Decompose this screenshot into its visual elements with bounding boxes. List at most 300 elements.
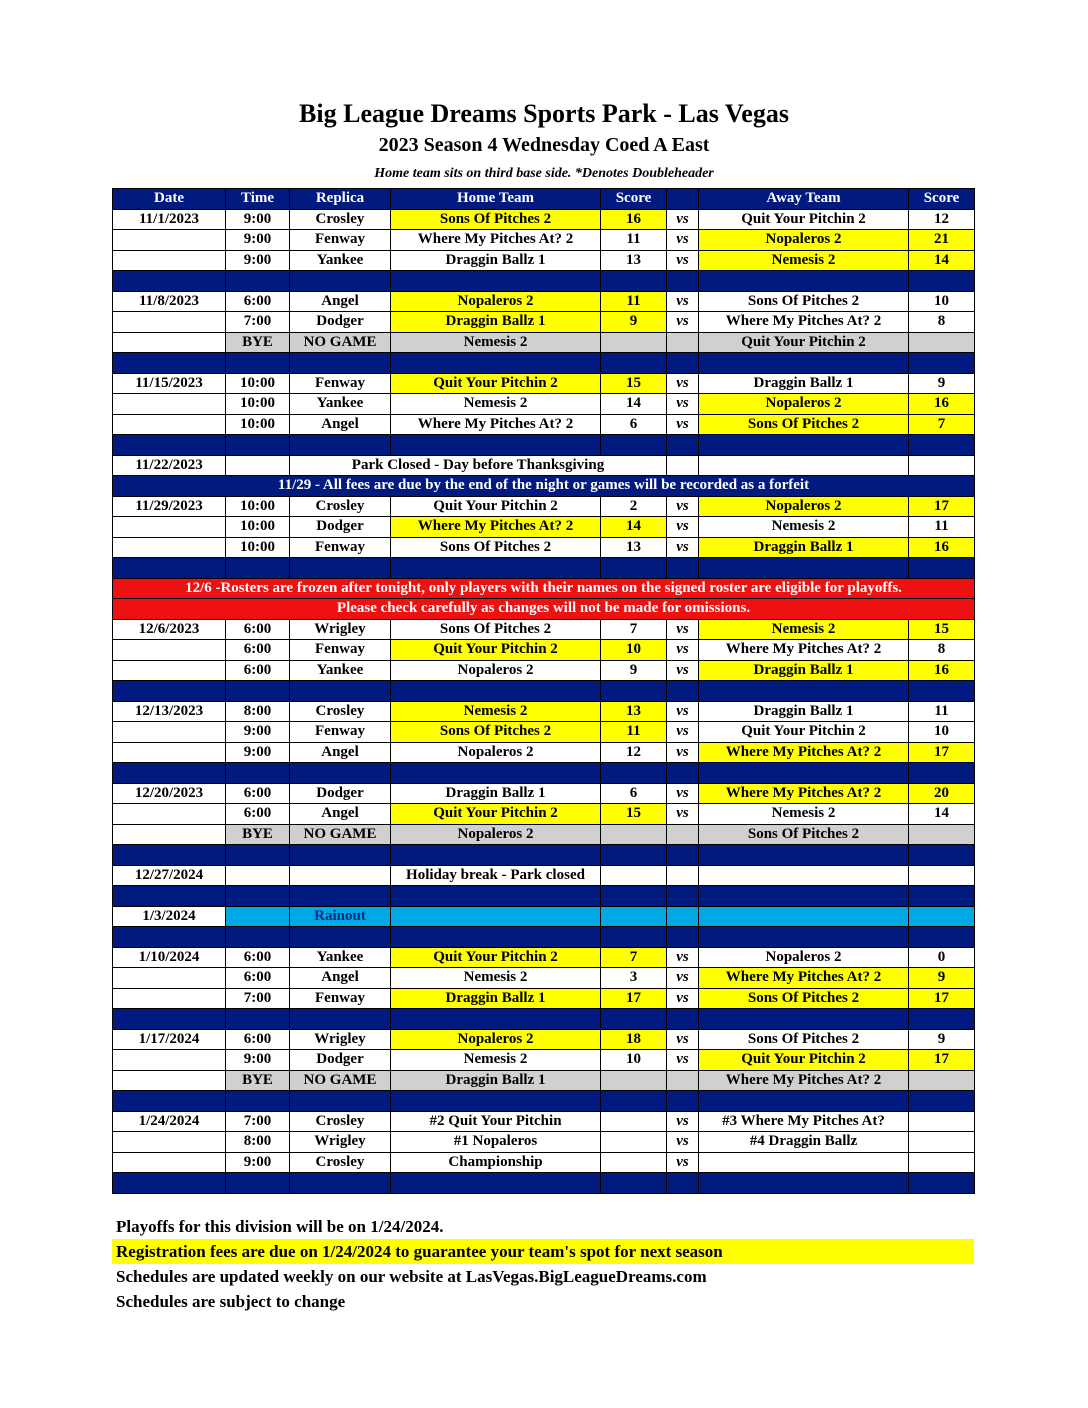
spacer-cell [290,558,391,579]
game-date [113,394,226,415]
game-time: BYE [226,1070,290,1091]
home-score: 17 [601,988,667,1009]
away-score: 8 [909,312,975,333]
spacer-cell [699,681,909,702]
away-team: Nemesis 2 [699,804,909,825]
game-row [113,414,975,435]
home-team: Draggin Ballz 1 [391,312,601,333]
vs-cell [667,455,699,476]
spacer-cell [601,763,667,784]
home-team: Nemesis 2 [391,968,601,989]
game-date [113,230,226,251]
game-time: 7:00 [226,312,290,333]
spacer-cell [909,271,975,292]
spacer-cell [601,886,667,907]
column-header: Time [226,189,290,210]
spacer-cell [290,353,391,374]
game-time: 6:00 [226,783,290,804]
game-date [113,414,226,435]
vs-label: vs [667,947,699,968]
spacer-cell [391,1091,601,1112]
spacer-row [113,845,975,866]
away-score: 9 [909,373,975,394]
home-team: Nopaleros 2 [391,742,601,763]
game-date [113,332,226,353]
spacer-cell [601,1173,667,1194]
game-row [113,537,975,558]
game-row [113,660,975,681]
game-date: 12/13/2023 [113,701,226,722]
home-score: 14 [601,394,667,415]
away-score: 16 [909,394,975,415]
spacer-row [113,1009,975,1030]
home-team: Where My Pitches At? 2 [391,414,601,435]
game-field: Fenway [290,373,391,394]
game-date [113,640,226,661]
game-row [113,619,975,640]
spacer-row [113,558,975,579]
game-field: Wrigley [290,1132,391,1153]
home-team: Nemesis 2 [391,1050,601,1071]
spacer-cell [699,1173,909,1194]
away-score: 9 [909,968,975,989]
roster-notice-text: 12/6 -Rosters are frozen after tonight, only players with their names on the signed roster are eligible for playoffs. [113,578,975,599]
game-field: Fenway [290,722,391,743]
column-header [667,189,699,210]
game-time [226,865,290,886]
spacer-cell [699,271,909,292]
game-time: 10:00 [226,414,290,435]
spacer-cell [113,845,226,866]
spacer-cell [699,1009,909,1030]
spacer-cell [226,1173,290,1194]
spacer-row [113,271,975,292]
home-team: Draggin Ballz 1 [391,783,601,804]
schedule-table [112,188,975,1194]
home-team: Where My Pitches At? 2 [391,230,601,251]
game-time: 10:00 [226,373,290,394]
away-team: Quit Your Pitchin 2 [699,1050,909,1071]
vs-label: vs [667,640,699,661]
game-time: 6:00 [226,291,290,312]
game-field: Yankee [290,250,391,271]
game-field: Yankee [290,660,391,681]
game-field: NO GAME [290,1070,391,1091]
away-team: Draggin Ballz 1 [699,373,909,394]
away-score: 20 [909,783,975,804]
away-team: Where My Pitches At? 2 [699,640,909,661]
away-score [909,332,975,353]
away-team: Sons Of Pitches 2 [699,291,909,312]
rainout-cell [667,906,699,927]
vs-label: vs [667,1152,699,1173]
home-score: 15 [601,804,667,825]
vs-label: vs [667,209,699,230]
game-time: 6:00 [226,660,290,681]
spacer-cell [601,927,667,948]
spacer-cell [601,1091,667,1112]
away-team: Where My Pitches At? 2 [699,1070,909,1091]
game-date [113,537,226,558]
spacer-cell [113,558,226,579]
vs-label: vs [667,250,699,271]
game-field: Crosley [290,209,391,230]
vs-label: vs [667,660,699,681]
vs-label: vs [667,414,699,435]
away-score: 0 [909,947,975,968]
away-score: 17 [909,1050,975,1071]
away-team: #3 Where My Pitches At? [699,1111,909,1132]
vs-cell [667,1070,699,1091]
game-field: NO GAME [290,824,391,845]
column-header: Date [113,189,226,210]
game-time [226,906,290,927]
vs-label: vs [667,1050,699,1071]
spacer-cell [113,927,226,948]
spacer-row [113,1091,975,1112]
home-score [601,332,667,353]
game-row [113,312,975,333]
spacer-cell [699,763,909,784]
footer-note: Playoffs for this division will be on 1/24/2024. [116,1217,444,1236]
game-row [113,496,975,517]
away-team: Draggin Ballz 1 [699,537,909,558]
spacer-cell [226,271,290,292]
away-team: Draggin Ballz 1 [699,701,909,722]
spacer-cell [667,271,699,292]
spacer-cell [391,681,601,702]
spacer-cell [226,681,290,702]
spacer-cell [909,1009,975,1030]
game-row [113,230,975,251]
game-time: 6:00 [226,619,290,640]
spacer-cell [699,1091,909,1112]
game-field: Fenway [290,640,391,661]
spacer-cell [391,763,601,784]
game-row [113,804,975,825]
game-row [113,1050,975,1071]
vs-label: vs [667,373,699,394]
game-row [113,209,975,230]
spacer-cell [909,886,975,907]
home-team: Draggin Ballz 1 [391,250,601,271]
game-row [113,988,975,1009]
column-header: Home Team [391,189,601,210]
game-field: Wrigley [290,619,391,640]
home-team: Draggin Ballz 1 [391,988,601,1009]
closed-text: Park Closed - Day before Thanksgiving [290,455,667,476]
home-score [601,1152,667,1173]
home-team: Draggin Ballz 1 [391,1070,601,1091]
game-row [113,640,975,661]
home-score: 11 [601,291,667,312]
game-field: Yankee [290,947,391,968]
spacer-cell [391,927,601,948]
game-row [113,968,975,989]
spacer-cell [699,353,909,374]
spacer-cell [909,353,975,374]
home-team: Sons Of Pitches 2 [391,619,601,640]
home-score: 7 [601,619,667,640]
away-score: 17 [909,742,975,763]
game-date [113,1152,226,1173]
spacer-cell [391,353,601,374]
away-score: 17 [909,988,975,1009]
game-time: 6:00 [226,640,290,661]
column-header: Away Team [699,189,909,210]
game-field: Dodger [290,517,391,538]
vs-label: vs [667,701,699,722]
spacer-cell [391,271,601,292]
game-time: 6:00 [226,968,290,989]
spacer-cell [667,353,699,374]
footer-note: Schedules are updated weekly on our website at LasVegas.BigLeagueDreams.com [116,1267,707,1286]
home-score [601,824,667,845]
spacer-cell [601,681,667,702]
game-date [113,517,226,538]
game-time: 7:00 [226,1111,290,1132]
home-team: Nemesis 2 [391,394,601,415]
away-team: Where My Pitches At? 2 [699,312,909,333]
park-closed-row [113,455,975,476]
game-time: 6:00 [226,947,290,968]
game-row [113,701,975,722]
away-team: Where My Pitches At? 2 [699,742,909,763]
away-team [699,455,909,476]
spacer-cell [113,1009,226,1030]
spacer-cell [909,435,975,456]
game-field [290,865,391,886]
away-team: Where My Pitches At? 2 [699,968,909,989]
spacer-cell [667,1009,699,1030]
playoff-row [113,1111,975,1132]
game-date [113,250,226,271]
home-score [601,1070,667,1091]
spacer-cell [226,886,290,907]
spacer-cell [667,1173,699,1194]
spacer-cell [113,1091,226,1112]
rainout-cell [699,906,909,927]
spacer-cell [226,927,290,948]
away-team: Where My Pitches At? 2 [699,783,909,804]
game-field: Crosley [290,496,391,517]
away-score: 17 [909,496,975,517]
home-team: Sons Of Pitches 2 [391,537,601,558]
column-header: Replica [290,189,391,210]
vs-label: vs [667,1029,699,1050]
game-row [113,1029,975,1050]
home-score: 6 [601,783,667,804]
game-time: 8:00 [226,1132,290,1153]
spacer-cell [667,845,699,866]
spacer-cell [290,1091,391,1112]
spacer-cell [699,558,909,579]
away-score [909,824,975,845]
away-score [909,865,975,886]
vs-label: vs [667,619,699,640]
spacer-row [113,886,975,907]
game-time: 9:00 [226,1152,290,1173]
spacer-cell [667,435,699,456]
spacer-cell [290,927,391,948]
game-date: 12/20/2023 [113,783,226,804]
vs-label: vs [667,722,699,743]
bye-row [113,824,975,845]
home-team: Nopaleros 2 [391,824,601,845]
game-field: Dodger [290,783,391,804]
home-team: Quit Your Pitchin 2 [391,947,601,968]
footer-note: Registration fees are due on 1/24/2024 to guarantee your team's spot for next season [112,1239,974,1264]
game-date: 11/29/2023 [113,496,226,517]
home-team: Nemesis 2 [391,332,601,353]
spacer-cell [391,1173,601,1194]
game-date: 1/17/2024 [113,1029,226,1050]
game-field: Fenway [290,537,391,558]
game-time: 10:00 [226,537,290,558]
game-date: 11/8/2023 [113,291,226,312]
home-score [601,1132,667,1153]
game-time: 10:00 [226,496,290,517]
home-score: 16 [601,209,667,230]
game-field: NO GAME [290,332,391,353]
spacer-cell [290,681,391,702]
game-date [113,1050,226,1071]
spacer-cell [667,927,699,948]
game-time: 10:00 [226,517,290,538]
game-time: 6:00 [226,1029,290,1050]
home-team: Quit Your Pitchin 2 [391,804,601,825]
vs-label: vs [667,1111,699,1132]
spacer-cell [601,271,667,292]
home-score: 13 [601,537,667,558]
game-date [113,824,226,845]
vs-label: vs [667,312,699,333]
home-score [601,865,667,886]
home-team: Championship [391,1152,601,1173]
spacer-cell [290,1009,391,1030]
vs-cell [667,865,699,886]
away-score: 11 [909,701,975,722]
roster-notice-row [113,599,975,620]
home-score: 13 [601,701,667,722]
away-score [909,455,975,476]
spacer-cell [667,886,699,907]
home-score: 9 [601,312,667,333]
game-field: Angel [290,742,391,763]
spacer-cell [601,1009,667,1030]
spacer-cell [699,927,909,948]
game-date [113,1132,226,1153]
away-score [909,1070,975,1091]
vs-label: vs [667,742,699,763]
home-score: 13 [601,250,667,271]
game-date [113,988,226,1009]
spacer-cell [290,763,391,784]
spacer-cell [391,558,601,579]
spacer-cell [290,886,391,907]
game-time: 6:00 [226,804,290,825]
vs-label: vs [667,517,699,538]
spacer-cell [391,886,601,907]
away-score: 14 [909,250,975,271]
vs-label: vs [667,291,699,312]
vs-label: vs [667,394,699,415]
vs-label: vs [667,230,699,251]
game-field: Angel [290,291,391,312]
game-row [113,517,975,538]
spacer-cell [667,558,699,579]
spacer-row [113,435,975,456]
game-date [113,804,226,825]
spacer-cell [699,845,909,866]
vs-label: vs [667,804,699,825]
away-team: Sons Of Pitches 2 [699,824,909,845]
spacer-cell [601,353,667,374]
game-field: Crosley [290,1111,391,1132]
spacer-cell [113,763,226,784]
spacer-cell [699,886,909,907]
game-field: Angel [290,414,391,435]
away-score: 16 [909,660,975,681]
spacer-cell [113,435,226,456]
away-team [699,1152,909,1173]
home-team: Quit Your Pitchin 2 [391,640,601,661]
home-score: 6 [601,414,667,435]
away-team: Sons Of Pitches 2 [699,414,909,435]
holiday-row [113,865,975,886]
vs-label: vs [667,1132,699,1153]
game-date: 1/24/2024 [113,1111,226,1132]
bye-row [113,332,975,353]
game-field: Angel [290,804,391,825]
game-field: Fenway [290,230,391,251]
game-field: Crosley [290,701,391,722]
away-score: 9 [909,1029,975,1050]
home-score: 3 [601,968,667,989]
away-score: 7 [909,414,975,435]
away-score [909,1152,975,1173]
home-score: 11 [601,230,667,251]
roster-notice-row [113,578,975,599]
spacer-row [113,1173,975,1194]
spacer-row [113,353,975,374]
away-team: Draggin Ballz 1 [699,660,909,681]
game-date [113,722,226,743]
game-date [113,660,226,681]
home-score: 12 [601,742,667,763]
vs-label: vs [667,988,699,1009]
game-row [113,394,975,415]
spacer-cell [909,845,975,866]
game-row [113,291,975,312]
holiday-text: Holiday break - Park closed [391,865,601,886]
game-date [113,742,226,763]
away-score: 11 [909,517,975,538]
rainout-label: Rainout [290,906,391,927]
vs-cell [667,824,699,845]
home-team: Nopaleros 2 [391,1029,601,1050]
spacer-cell [909,763,975,784]
spacer-cell [909,1091,975,1112]
away-team: Nemesis 2 [699,250,909,271]
away-team: Quit Your Pitchin 2 [699,209,909,230]
game-date: 12/6/2023 [113,619,226,640]
home-team: Where My Pitches At? 2 [391,517,601,538]
away-score: 15 [909,619,975,640]
away-team: #4 Draggin Ballz [699,1132,909,1153]
game-row [113,947,975,968]
spacer-cell [226,1091,290,1112]
